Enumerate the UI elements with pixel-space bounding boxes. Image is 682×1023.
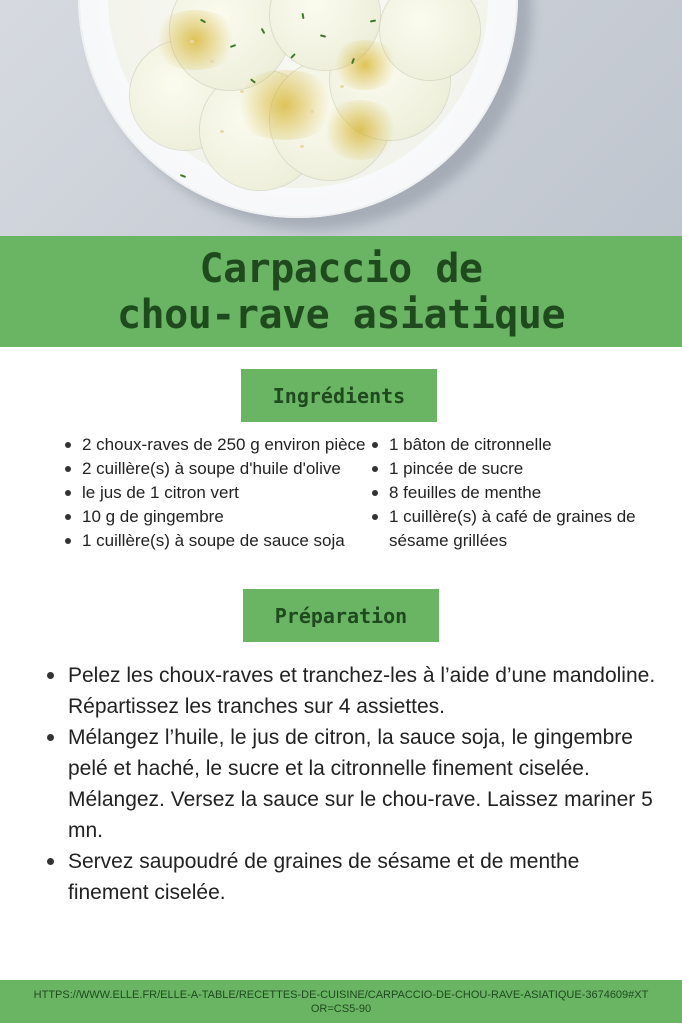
sesame-seed [240,90,244,93]
sesame-seed [190,40,194,43]
ingredient-item: 1 bâton de citronnelle [369,433,659,457]
ingredient-item: le jus de 1 citron vert [62,481,372,505]
oil-drop [320,100,400,160]
sesame-seed [280,75,284,78]
title-line-2: chou-rave asiatique [116,291,566,338]
sesame-seed [360,50,364,53]
page-title [117,246,565,338]
preparation-steps [46,660,658,908]
source-url: HTTPS://WWW.ELLE.FR/ELLE-A-TABLE/RECETTES-DE-CUISINE/CARPACCIO-DE-CHOU-RAVE-ASIATIQUE-3674609#XTOR=CS5-90 [33,988,649,1015]
ingredient-item: 10 g de gingembre [62,505,372,529]
sesame-seed [310,110,314,113]
sesame-seed [300,145,304,148]
ingredients-heading: Ingrédients [241,369,437,422]
preparation-step: Mélangez l’huile, le jus de citron, la sauce soja, le gingembre pelé et haché, le sucre et la citronnelle finement ciselée. Mélangez. Versez la sauce sur le chou-rave. Laissez mariner 5 mn. [46,722,658,846]
title-line-1: Carpaccio de [199,245,483,292]
ingredient-item: 8 feuilles de menthe [369,481,659,505]
preparation-step: Pelez les choux-raves et tranchez-les à l’aide d’une mandoline. Répartissez les tranches sur 4 assiettes. [46,660,658,722]
ingredient-item: 1 pincée de sucre [369,457,659,481]
ingredient-item: 1 cuillère(s) à café de graines de sésame grillées [369,505,659,553]
footer [0,980,682,1023]
preparation-step: Servez saupoudré de graines de sésame et de menthe finement ciselée. [46,846,658,908]
recipe-photo [0,0,682,236]
sesame-seed [340,85,344,88]
ingredient-item: 2 cuillère(s) à soupe d'huile d'olive [62,457,372,481]
oil-drop [330,40,400,90]
ingredient-item: 2 choux-raves de 250 g environ pièce [62,433,372,457]
sesame-seed [220,130,224,133]
sesame-seed [270,120,274,123]
preparation-heading: Préparation [243,589,439,642]
title-band [0,236,682,347]
ingredient-item: 1 cuillère(s) à soupe de sauce soja [62,529,372,553]
oil-drop [150,10,240,70]
sesame-seed [210,60,214,63]
ingredients-list-right [369,433,659,553]
ingredients-list-left [62,433,372,553]
